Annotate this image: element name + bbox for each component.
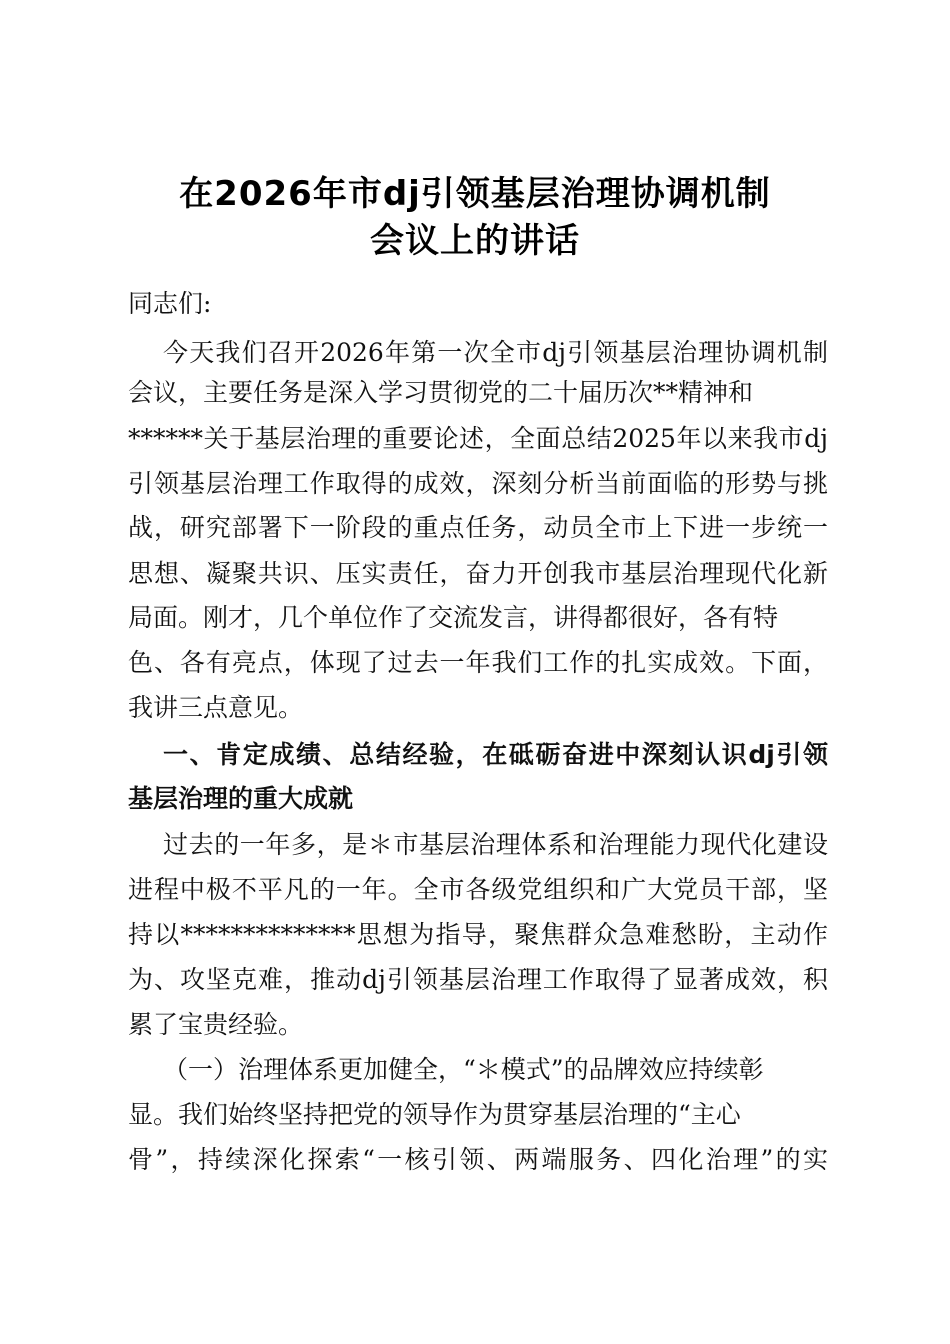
- paragraph-line: 进程中极不平凡的一年。全市各级党组织和广大党员干部，坚: [128, 875, 828, 904]
- paragraph-line: 骨”，持续深化探索“一核引领、两端服务、四化治理”的实: [128, 1145, 828, 1174]
- paragraph-line: ******关于基层治理的重要论述，全面总结2025年以来我市dj: [128, 424, 828, 453]
- paragraph-line: 显。我们始终坚持把党的领导作为贯穿基层治理的“主心: [128, 1100, 741, 1129]
- section-heading: 基层治理的重大成就: [128, 784, 354, 813]
- paragraph-line: 引领基层治理工作取得的成效，深刻分析当前面临的形势与挑: [128, 469, 828, 498]
- paragraph-line: 我讲三点意见。: [128, 693, 304, 722]
- document-title-line-2: 会议上的讲话: [370, 221, 580, 261]
- paragraph-line: 今天我们召开2026年第一次全市dj引领基层治理协调机制: [163, 338, 828, 367]
- paragraph-line: 持以**************思想为指导，聚焦群众急难愁盼，主动作: [128, 920, 828, 949]
- paragraph-line: 色、各有亮点，体现了过去一年我们工作的扎实成效。下面，: [128, 648, 828, 677]
- document-title-line-1: 在2026年市dj引领基层治理协调机制: [179, 174, 771, 214]
- subsection-line: （一）治理体系更加健全，“＊模式”的品牌效应持续彰: [163, 1055, 764, 1084]
- paragraph-line: 为、攻坚克难，推动dj引领基层治理工作取得了显著成效，积: [128, 965, 828, 994]
- salutation: 同志们:: [128, 289, 212, 318]
- paragraph-line: 局面。刚才，几个单位作了交流发言，讲得都很好，各有特: [128, 603, 779, 632]
- paragraph-line: 会议，主要任务是深入学习贯彻党的二十届历次**精神和: [128, 378, 754, 407]
- section-heading: 一、肯定成绩、总结经验，在砥砺奋进中深刻认识dj引领: [163, 740, 828, 769]
- paragraph-line: 过去的一年多，是＊市基层治理体系和治理能力现代化建设: [163, 830, 828, 859]
- paragraph-line: 战，研究部署下一阶段的重点任务，动员全市上下进一步统一: [128, 513, 828, 542]
- paragraph-line: 累了宝贵经验。: [128, 1010, 304, 1039]
- paragraph-line: 思想、凝聚共识、压实责任，奋力开创我市基层治理现代化新: [128, 559, 828, 588]
